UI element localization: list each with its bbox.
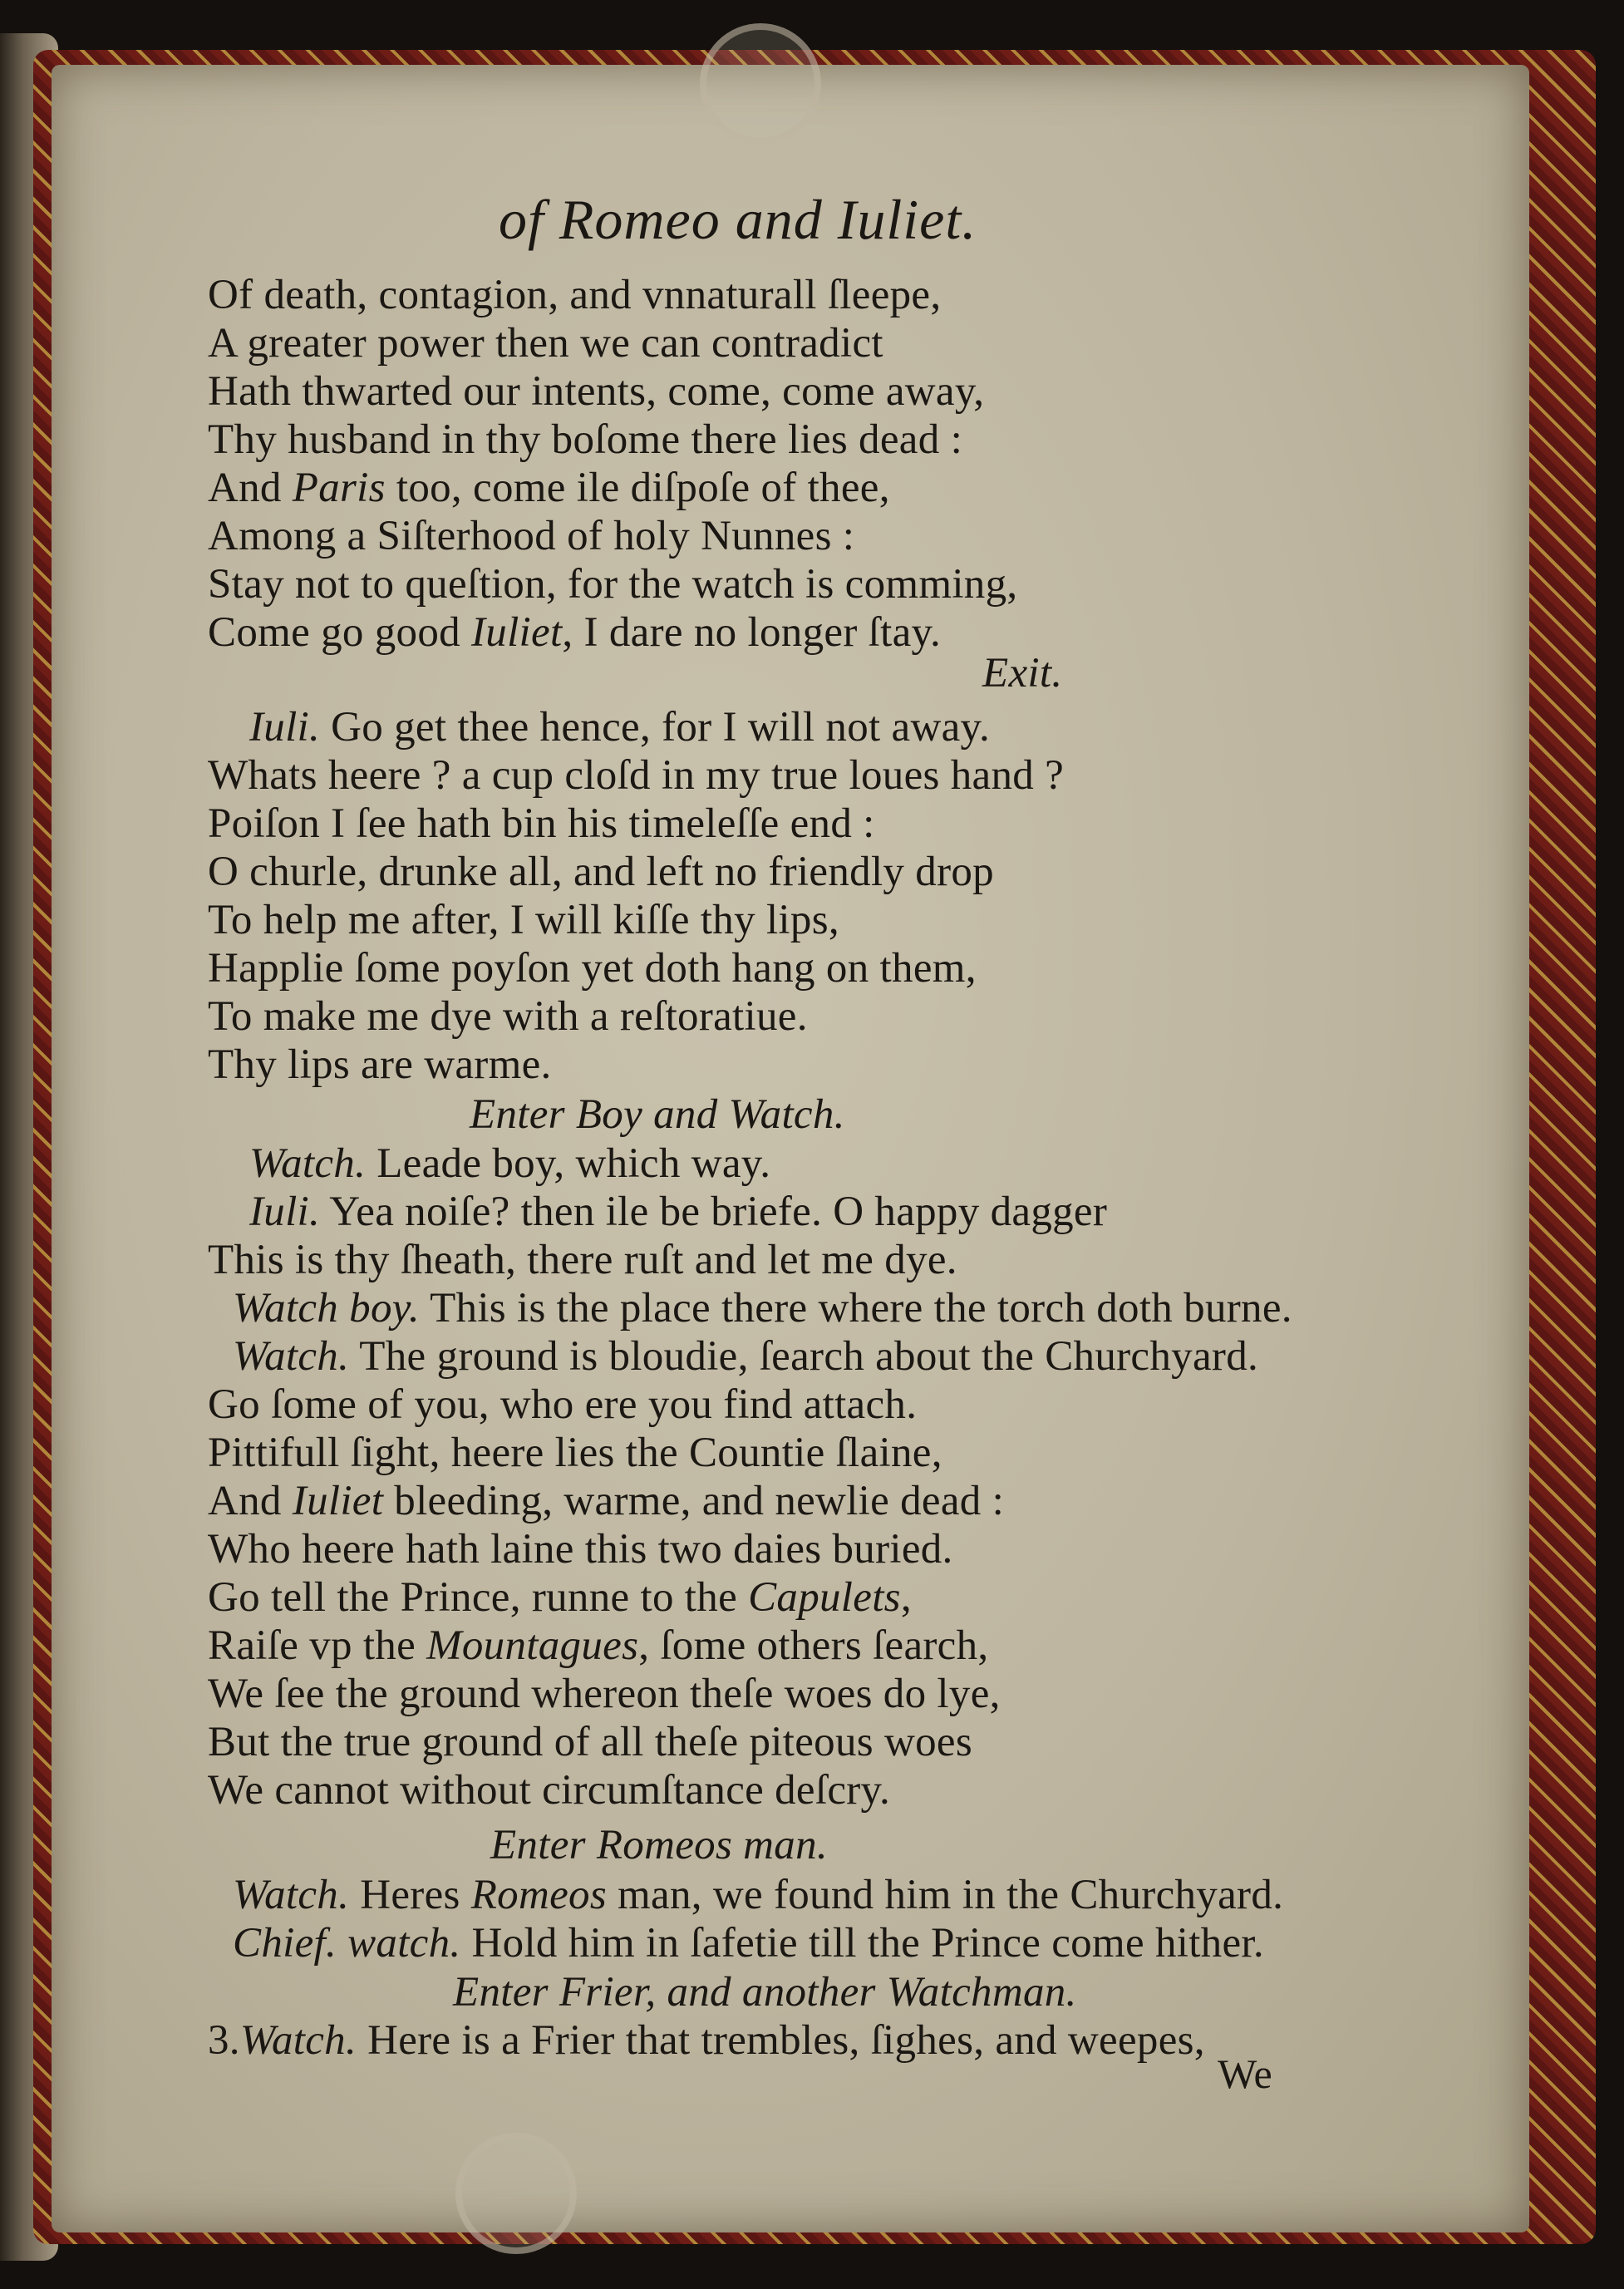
text-line — [249, 706, 990, 749]
line-text: too, come ile diſpoſe of thee, — [385, 465, 890, 511]
line-text: Leade boy, which way. — [366, 1140, 771, 1187]
stage-direction-text: Enter Romeos man. — [490, 1822, 828, 1868]
text-line — [208, 752, 1065, 799]
line-text: We cannot without circumſtance deſcry. — [208, 1767, 891, 1814]
speaker-name: Chief. watch. — [233, 1920, 461, 1967]
line-text: Yea noiſe? then ile be briefe. O happy dagger — [320, 1189, 1108, 1235]
line-text: Thy lips are warme. — [208, 1041, 552, 1088]
text-line — [208, 1041, 552, 1088]
text-line — [208, 1767, 891, 1814]
line-text: , ſome others ſearch, — [638, 1622, 989, 1669]
catchword: We — [1218, 2050, 1272, 2097]
line-text: , I dare no longer ſtay. — [562, 609, 942, 656]
stage-direction — [982, 652, 1062, 695]
text-line — [208, 800, 875, 847]
line-text: We ſee the ground whereon theſe woes do lye, — [208, 1671, 1001, 1717]
line-text: To make me dye with a reſtoratiue. — [208, 993, 808, 1040]
text-line — [208, 1239, 957, 1282]
line-text: Whats heere ? a cup cloſd in my true loues hand ? — [208, 752, 1065, 799]
speaker-name: Watch. — [239, 2017, 357, 2064]
line-text: And — [208, 1478, 293, 1524]
line-text: Stay not to queſtion, for the watch is comming, — [208, 561, 1018, 608]
line-text: Among a Siſterhood of holy Nunnes : — [208, 513, 855, 559]
text-line — [233, 1333, 1259, 1380]
text-line — [208, 609, 942, 656]
line-text: Raiſe vp the — [208, 1622, 427, 1669]
text-line — [208, 993, 808, 1040]
line-text: Here is a Frier that trembles, ſighes, and weepes, — [357, 2017, 1205, 2064]
text-line — [208, 274, 941, 317]
stage-direction — [470, 1091, 845, 1138]
page-clip-bottom — [455, 2133, 577, 2254]
line-text: Of death, contagion, and vnnaturall ſleepe, — [208, 272, 942, 318]
line-text: , — [900, 1574, 912, 1621]
italic-name: Paris — [292, 465, 386, 511]
speaker-name: Watch. — [249, 1140, 367, 1187]
text-line — [208, 899, 839, 942]
text-line — [208, 416, 963, 463]
italic-name: Capulets — [748, 1574, 901, 1621]
line-text: bleeding, warme, and newlie dead : — [383, 1478, 1005, 1524]
text-line — [208, 1574, 912, 1621]
line-text: O churle, drunke all, and left no friendly drop — [208, 849, 994, 895]
line-text: A greater power then we can contradict — [208, 320, 883, 367]
speaker-name: Iuli. — [249, 1189, 321, 1235]
text-line — [208, 1381, 918, 1428]
text-line — [208, 945, 977, 992]
stage-direction — [490, 1824, 828, 1867]
text-line — [249, 1140, 771, 1187]
text-line — [233, 1922, 1264, 1965]
stage-direction-text: Enter Boy and Watch. — [470, 1091, 845, 1138]
text-line — [233, 1874, 1283, 1917]
stage-direction-text: Exit. — [982, 650, 1063, 697]
speaker-name: Iuli. — [249, 704, 321, 751]
line-text: This is thy ſheath, there ruſt and let me dye. — [208, 1237, 957, 1283]
italic-name: Iuliet — [470, 609, 563, 656]
text-line — [208, 1721, 972, 1764]
line-text: Go tell the Prince, runne to the — [208, 1574, 749, 1621]
line-text: man, we found him in the Churchyard. — [607, 1872, 1284, 1918]
line-text: Poiſon I ſee hath bin his timeleſſe end : — [208, 800, 875, 847]
text-line — [208, 2017, 1205, 2064]
italic-name: Romeos — [470, 1872, 607, 1918]
line-text: Hold him in ſafetie till the Prince come hither. — [460, 1920, 1264, 1967]
text-line — [208, 467, 890, 509]
text-line — [208, 322, 883, 365]
line-text: And — [208, 465, 293, 511]
text-line — [208, 851, 994, 893]
line-text: Thy husband in thy boſome there lies dead : — [208, 416, 963, 463]
page-clip-top — [700, 23, 821, 145]
line-text: Who heere hath laine this two daies buried. — [208, 1526, 953, 1573]
running-title: of Romeo and Iuliet. — [499, 188, 977, 251]
line-text: Go ſome of you, who ere you find attach. — [208, 1381, 918, 1428]
stage-direction — [453, 1971, 1077, 2014]
line-text: Go get thee hence, for I will not away. — [320, 704, 991, 751]
line-text: Pittifull ſight, heere lies the Countie ſlaine, — [208, 1430, 942, 1476]
italic-name: Mountagues — [426, 1622, 639, 1669]
stage-direction-text: Enter Frier, and another Watchman. — [453, 1969, 1077, 2016]
line-text: But the true ground of all theſe piteous woes — [208, 1719, 972, 1765]
italic-name: Iuliet — [292, 1478, 384, 1524]
text-line — [208, 1480, 1004, 1523]
line-text: Happlie ſome poyſon yet doth hang on them, — [208, 945, 977, 992]
text-line — [208, 1673, 1001, 1716]
line-number: 3. — [208, 2017, 240, 2064]
text-line — [208, 561, 1018, 608]
speaker-name: Watch. — [233, 1333, 350, 1380]
line-text: Come go good — [208, 609, 471, 656]
text-line — [208, 1432, 942, 1474]
speaker-name: Watch boy. — [233, 1285, 420, 1332]
text-line — [208, 1622, 989, 1669]
text-line — [208, 1528, 953, 1571]
line-text: This is the place there where the torch doth burne. — [419, 1285, 1292, 1332]
text-line — [208, 515, 854, 558]
line-text: The ground is bloudie, ſearch about the Churchyard. — [349, 1333, 1259, 1380]
line-text: To help me after, I will kiſſe thy lips, — [208, 897, 839, 943]
speaker-name: Watch. — [233, 1872, 350, 1918]
text-line — [249, 1191, 1107, 1233]
line-text: Hath thwarted our intents, come, come away, — [208, 368, 985, 415]
line-text: Heres — [349, 1872, 471, 1918]
text-line — [208, 368, 985, 415]
text-line — [233, 1287, 1292, 1330]
